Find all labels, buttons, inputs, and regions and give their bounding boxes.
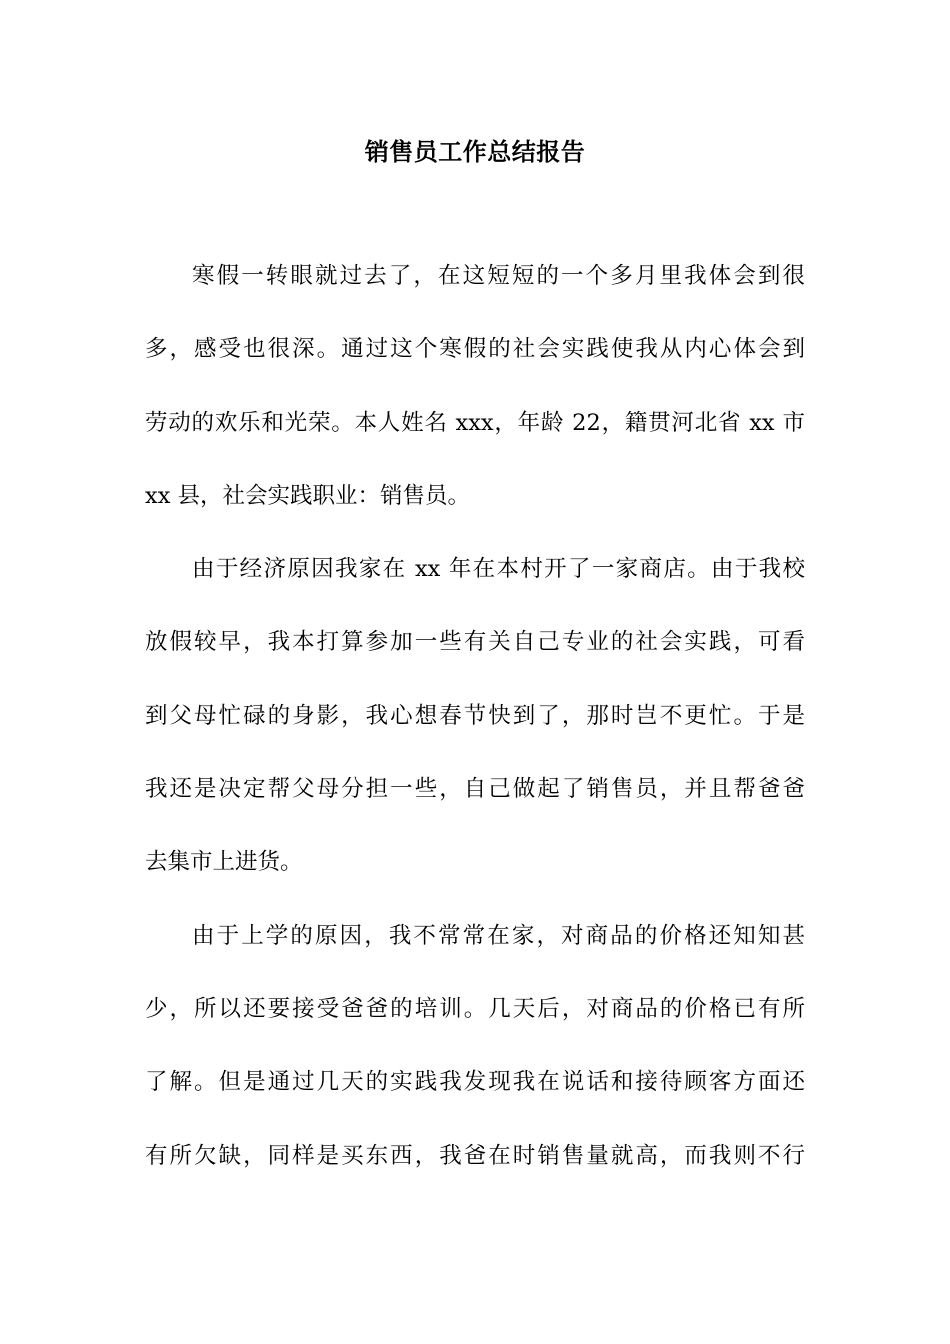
document-body [145, 251, 805, 1204]
text-line: 劳动的欢乐和光荣。本人姓名 xxx，年龄 22，籍贯河北省 xx 市 [145, 409, 805, 436]
text-line: 少，所以还要接受爸爸的培训。几天后，对商品的价格已有所 [145, 995, 805, 1022]
document-title: 销售员工作总结报告 [364, 137, 586, 166]
text-line: 我还是决定帮父母分担一些，自己做起了销售员，并且帮爸爸 [145, 776, 805, 803]
text-line: 去集市上进货。 [145, 849, 303, 876]
text-line: 寒假一转眼就过去了，在这短短的一个多月里我体会到很 [192, 263, 805, 289]
text-line: 了解。但是通过几天的实践我发现我在说话和接待顾客方面还 [145, 1069, 805, 1096]
text-line: 由于经济原因我家在 xx 年在本村开了一家商店。由于我校 [192, 556, 805, 583]
text-line: 由于上学的原因，我不常常在家，对商品的价格还知知甚 [192, 922, 805, 949]
text-line: 有所欠缺，同样是买东西，我爸在时销售量就高，而我则不行 [145, 1142, 805, 1169]
text-line: xx 县，社会实践职业：销售员。 [145, 482, 471, 509]
text-line: 到父母忙碌的身影，我心想春节快到了，那时岂不更忙。于是 [145, 702, 805, 729]
text-line: 多，感受也很深。通过这个寒假的社会实践使我从内心体会到 [145, 336, 805, 363]
text-line: 放假较早，我本打算参加一些有关自己专业的社会实践，可看 [145, 629, 805, 656]
